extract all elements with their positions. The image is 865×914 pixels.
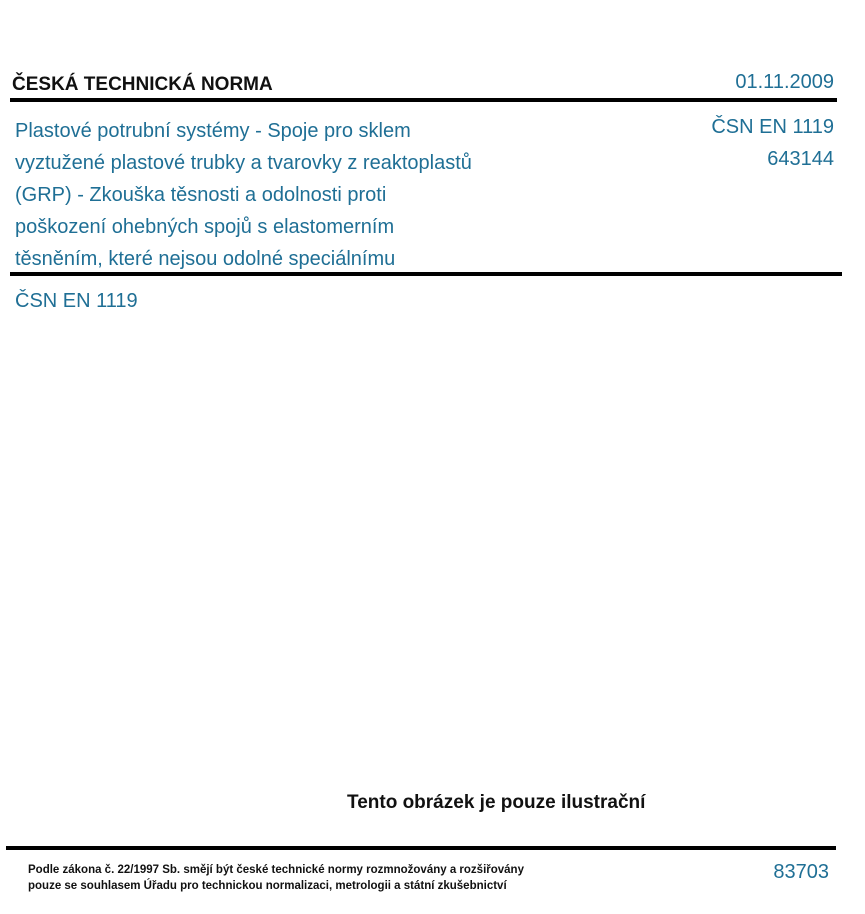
standard-title xyxy=(15,115,575,275)
classification-number: 643144 xyxy=(767,148,834,170)
document-heading: ČESKÁ TECHNICKÁ NORMA xyxy=(12,74,273,95)
illustration-note: Tento obrázek je pouze ilustrační xyxy=(347,792,646,813)
standard-title-line: vyztužené plastové trubky a tvarovky z reaktoplastů xyxy=(15,152,472,174)
publication-date: 01.11.2009 xyxy=(735,71,834,93)
top-divider xyxy=(10,98,837,102)
middle-divider xyxy=(10,272,842,276)
legal-notice xyxy=(28,862,524,894)
standard-title-line: (GRP) - Zkouška těsnosti a odolnosti proti xyxy=(15,184,387,206)
legal-notice-line: pouze se souhlasem Úřadu pro technickou normalizaci, metrologii a státní zkušebnictví xyxy=(28,880,507,892)
bottom-divider xyxy=(6,846,836,850)
document-id: 83703 xyxy=(773,861,829,883)
standard-title-line: těsněním, které nejsou odolné speciálnímu xyxy=(15,248,396,270)
replaced-standard-number: ČSN EN 1119 xyxy=(15,290,138,312)
standard-number: ČSN EN 1119 xyxy=(711,116,834,138)
standard-title-line: poškození ohebných spojů s elastomerním xyxy=(15,216,395,238)
standard-title-line: Plastové potrubní systémy - Spoje pro sklem xyxy=(15,120,411,142)
legal-notice-line: Podle zákona č. 22/1997 Sb. smějí být české technické normy rozmnožovány a rozšiřovány xyxy=(28,864,524,876)
